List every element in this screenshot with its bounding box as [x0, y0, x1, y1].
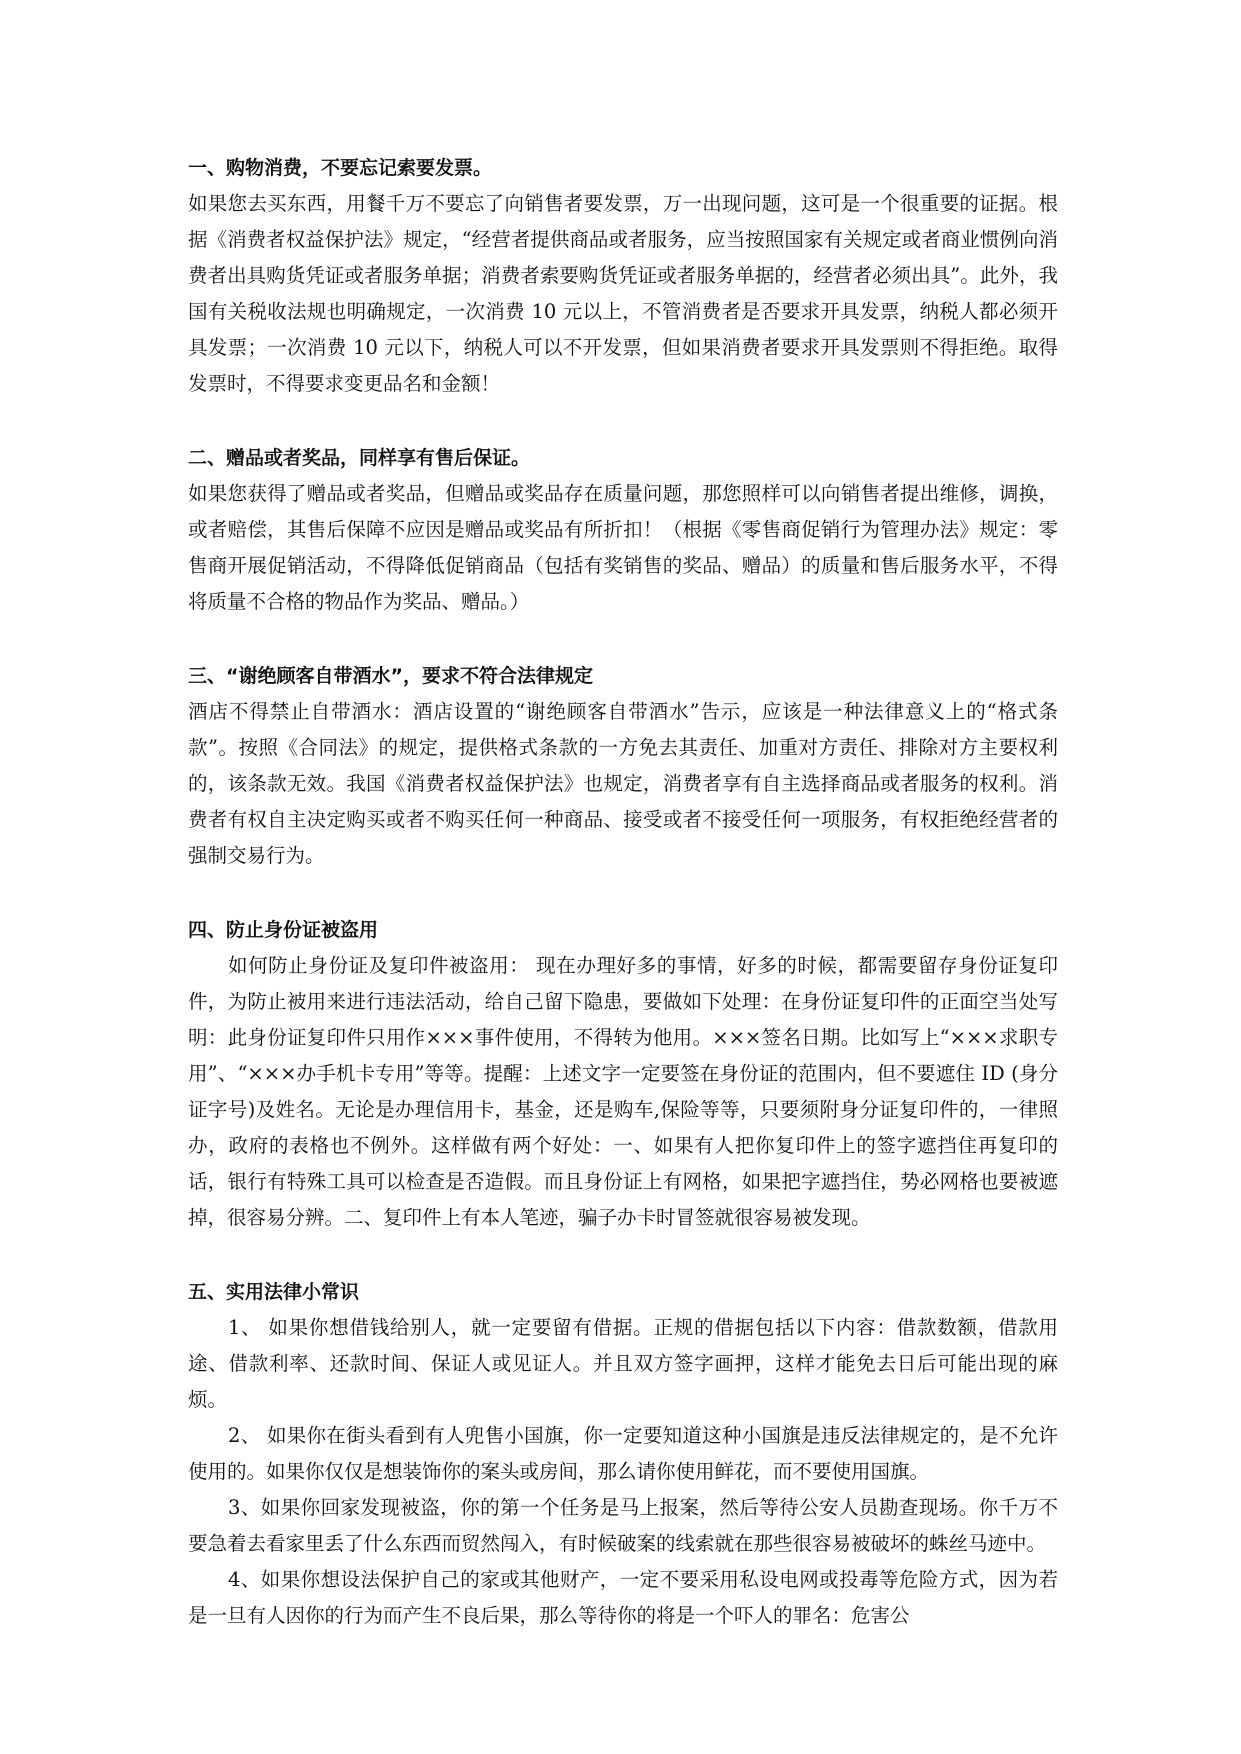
- section-own-drinks: [188, 658, 1058, 874]
- tip-item: 4、如果你想设法保护自己的家或其他财产，一定不要采用私设电网或投毒等危险方式，因为若是一旦有人因你的行为而产生不良后果，那么等待你的将是一个吓人的罪名：危害公: [188, 1568, 1058, 1627]
- document-page: [188, 150, 1058, 1672]
- section-heading: 一、购物消费，不要忘记索要发票。: [188, 157, 493, 179]
- tip-item: 2、 如果你在街头看到有人兜售小国旗，你一定要知道这种小国旗是违反法律规定的，是不允许使用的。如果你仅仅是想装饰你的案头或房间，那么请你使用鲜花，而不要使用国旗。: [188, 1424, 1058, 1483]
- tip-item: 3、如果你回家发现被盗，你的第一个任务是马上报案，然后等待公安人员勘查现场。你千万不要急着去看家里丢了什么东西而贸然闯入，有时候破案的线索就在那些很容易被破坏的蛛丝马迹中。: [188, 1496, 1058, 1555]
- section-id-card-misuse: [188, 912, 1058, 1236]
- section-paragraph: 如果您去买东西，用餐千万不要忘了向销售者要发票，万一出现问题，这可是一个很重要的证据。根据《消费者权益保护法》规定，“经营者提供商品或者服务，应当按照国家有关规定或者商业惯例向消费者出具购货凭证或者服务单据；消费者索要购货凭证或者服务单据的，经营者必须出具”。此外，我国有关税收法规也明确规定，一次消费 10 元以上，不管消费者是否要求开具发票，纳税人都必须开具发票；一次消费 10 元以下，纳税人可以不开发票，但如果消费者要求开具发票则不得拒绝。取得发票时，不得要求变更品名和金额！: [188, 192, 1058, 395]
- section-invoice: [188, 150, 1058, 402]
- section-heading: 四、防止身份证被盗用: [188, 919, 379, 941]
- section-paragraph: 如果您获得了赠品或者奖品，但赠品或奖品存在质量问题，那您照样可以向销售者提出维修，调换，或者赔偿，其售后保障不应因是赠品或奖品有所折扣！（根据《零售商促销行为管理办法》规定：零售商开展促销活动，不得降低促销商品（包括有奖销售的奖品、赠品）的质量和售后服务水平，不得将质量不合格的物品作为奖品、赠品。）: [188, 482, 1058, 613]
- section-gifts-prizes: [188, 440, 1058, 620]
- section-paragraph: 如何防止身份证及复印件被盗用： 现在办理好多的事情，好多的时候，都需要留存身份证复印件，为防止被用来进行违法活动，给自己留下隐患，要做如下处理：在身份证复印件的正面空当处写明：此身份证复印件只用作×××事件使用，不得转为他用。×××签名日期。比如写上“×××求职专用”、“×××办手机卡专用”等等。提醒：上述文字一定要签在身份证的范围内，但不要遮住 ID (身分证字号)及姓名。无论是办理信用卡，基金，还是购车,保险等等，只要须附身分证复印件的，一律照办，政府的表格也不例外。这样做有两个好处：一、如果有人把你复印件上的签字遮挡住再复印的话，银行有特殊工具可以检查是否造假。而且身份证上有网格，如果把字遮挡住，势必网格也要被遮掉，很容易分辨。二、复印件上有本人笔迹，骗子办卡时冒签就很容易被发现。: [188, 954, 1058, 1229]
- section-heading: 五、实用法律小常识: [188, 1281, 360, 1303]
- section-paragraph: 酒店不得禁止自带酒水：酒店设置的“谢绝顾客自带酒水”告示，应该是一种法律意义上的“格式条款”。按照《合同法》的规定，提供格式条款的一方免去其责任、加重对方责任、排除对方主要权利的，该条款无效。我国《消费者权益保护法》也规定，消费者享有自主选择商品或者服务的权利。消费者有权自主决定购买或者不购买任何一种商品、接受或者不接受任何一项服务，有权拒绝经营者的强制交易行为。: [188, 700, 1058, 867]
- section-heading: 二、赠品或者奖品，同样享有售后保证。: [188, 447, 531, 469]
- tip-item: 1、 如果你想借钱给别人，就一定要留有借据。正规的借据包括以下内容：借款数额，借款用途、借款利率、还款时间、保证人或见证人。并且双方签字画押，这样才能免去日后可能出现的麻烦。: [188, 1316, 1058, 1411]
- section-heading: 三、“谢绝顾客自带酒水”，要求不符合法律规定: [188, 665, 593, 687]
- section-legal-tips: [188, 1274, 1058, 1634]
